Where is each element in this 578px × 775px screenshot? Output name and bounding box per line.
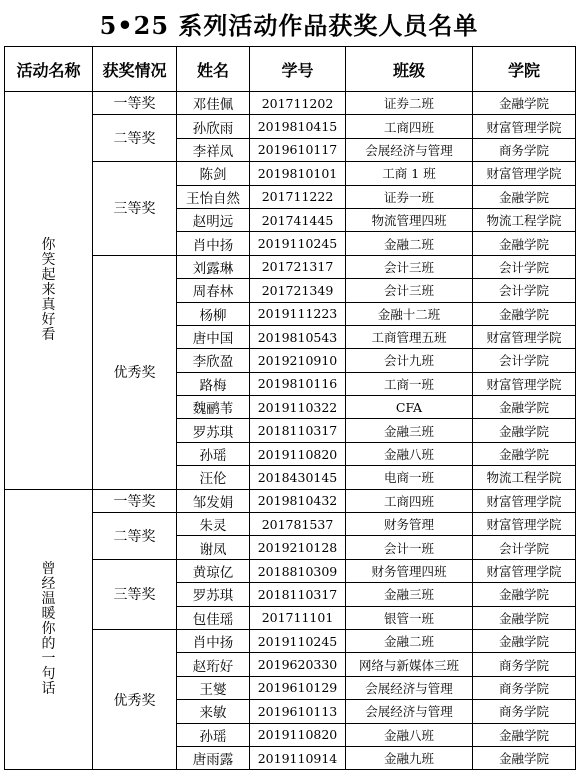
student-id: 2019110245 bbox=[250, 232, 346, 255]
college-name: 金融学院 bbox=[473, 442, 576, 465]
college-name: 金融学院 bbox=[473, 723, 576, 746]
student-name: 朱灵 bbox=[177, 513, 250, 536]
class-name: 工商四班 bbox=[346, 489, 473, 512]
student-id: 2019111223 bbox=[250, 302, 346, 325]
awards-table bbox=[4, 46, 576, 770]
header-activity: 活动名称 bbox=[5, 47, 93, 92]
class-name: 证券二班 bbox=[346, 92, 473, 115]
student-name: 赵明远 bbox=[177, 208, 250, 231]
class-name: 会展经济与管理 bbox=[346, 138, 473, 161]
college-name: 财富管理学院 bbox=[473, 325, 576, 348]
activity-name-cell bbox=[5, 92, 93, 490]
class-name: 财务管理 bbox=[346, 513, 473, 536]
student-name: 赵珩好 bbox=[177, 653, 250, 676]
student-name: 汪伦 bbox=[177, 466, 250, 489]
college-name: 金融学院 bbox=[473, 302, 576, 325]
student-id: 2018110317 bbox=[250, 419, 346, 442]
student-id: 2018810309 bbox=[250, 559, 346, 582]
student-id: 2019210128 bbox=[250, 536, 346, 559]
student-name: 唐雨露 bbox=[177, 746, 250, 769]
college-name: 财富管理学院 bbox=[473, 162, 576, 185]
student-name: 陈剑 bbox=[177, 162, 250, 185]
prize-level: 优秀奖 bbox=[93, 255, 177, 489]
college-name: 财富管理学院 bbox=[473, 115, 576, 138]
student-name: 孙瑶 bbox=[177, 442, 250, 465]
college-name: 商务学院 bbox=[473, 138, 576, 161]
student-id: 2019110245 bbox=[250, 629, 346, 652]
college-name: 财富管理学院 bbox=[473, 489, 576, 512]
activity-name: 你笑起来真好看 bbox=[41, 236, 56, 343]
student-name: 肖中扬 bbox=[177, 629, 250, 652]
class-name: 金融二班 bbox=[346, 629, 473, 652]
student-name: 李祥凤 bbox=[177, 138, 250, 161]
student-id: 201711202 bbox=[250, 92, 346, 115]
class-name: 工商 1 班 bbox=[346, 162, 473, 185]
class-name: 网络与新媒体三班 bbox=[346, 653, 473, 676]
student-id: 201741445 bbox=[250, 208, 346, 231]
prize-level: 二等奖 bbox=[93, 115, 177, 162]
student-name: 杨柳 bbox=[177, 302, 250, 325]
class-name: 金融八班 bbox=[346, 723, 473, 746]
student-id: 2018430145 bbox=[250, 466, 346, 489]
college-name: 财富管理学院 bbox=[473, 513, 576, 536]
class-name: 工商一班 bbox=[346, 372, 473, 395]
activity-name-cell bbox=[5, 489, 93, 770]
activity-name: 曾经温暖你的一句话 bbox=[41, 560, 56, 697]
class-name: 金融三班 bbox=[346, 419, 473, 442]
class-name: CFA bbox=[346, 396, 473, 419]
college-name: 财富管理学院 bbox=[473, 372, 576, 395]
student-id: 2019810116 bbox=[250, 372, 346, 395]
class-name: 电商一班 bbox=[346, 466, 473, 489]
header-name: 姓名 bbox=[177, 47, 250, 92]
college-name: 金融学院 bbox=[473, 629, 576, 652]
class-name: 金融八班 bbox=[346, 442, 473, 465]
college-name: 金融学院 bbox=[473, 746, 576, 769]
student-id: 201711101 bbox=[250, 606, 346, 629]
header-class: 班级 bbox=[346, 47, 473, 92]
student-id: 2019810101 bbox=[250, 162, 346, 185]
class-name: 会展经济与管理 bbox=[346, 700, 473, 723]
student-name: 包佳瑶 bbox=[177, 606, 250, 629]
student-id: 2019210910 bbox=[250, 349, 346, 372]
college-name: 财富管理学院 bbox=[473, 559, 576, 582]
student-id: 2019110914 bbox=[250, 746, 346, 769]
student-name: 唐中国 bbox=[177, 325, 250, 348]
student-id: 2019610129 bbox=[250, 676, 346, 699]
student-id: 201721317 bbox=[250, 255, 346, 278]
student-name: 路梅 bbox=[177, 372, 250, 395]
college-name: 会计学院 bbox=[473, 349, 576, 372]
prize-level: 二等奖 bbox=[93, 513, 177, 560]
student-id: 201711222 bbox=[250, 185, 346, 208]
college-name: 金融学院 bbox=[473, 92, 576, 115]
student-id: 2019810543 bbox=[250, 325, 346, 348]
student-name: 李欣盈 bbox=[177, 349, 250, 372]
college-name: 金融学院 bbox=[473, 583, 576, 606]
prize-level: 一等奖 bbox=[93, 92, 177, 115]
student-name: 王怡自然 bbox=[177, 185, 250, 208]
student-name: 刘露琳 bbox=[177, 255, 250, 278]
student-name: 周春林 bbox=[177, 279, 250, 302]
student-id: 2018110317 bbox=[250, 583, 346, 606]
student-name: 罗苏琪 bbox=[177, 583, 250, 606]
header-row bbox=[5, 47, 576, 92]
college-name: 商务学院 bbox=[473, 653, 576, 676]
student-id: 2019620330 bbox=[250, 653, 346, 676]
class-name: 物流管理四班 bbox=[346, 208, 473, 231]
header-prize: 获奖情况 bbox=[93, 47, 177, 92]
college-name: 物流工程学院 bbox=[473, 208, 576, 231]
college-name: 金融学院 bbox=[473, 185, 576, 208]
class-name: 金融九班 bbox=[346, 746, 473, 769]
student-id: 201721349 bbox=[250, 279, 346, 302]
class-name: 会计九班 bbox=[346, 349, 473, 372]
student-name: 肖中扬 bbox=[177, 232, 250, 255]
class-name: 财务管理四班 bbox=[346, 559, 473, 582]
table-row bbox=[5, 92, 576, 115]
student-id: 2019610117 bbox=[250, 138, 346, 161]
class-name: 会计三班 bbox=[346, 255, 473, 278]
student-name: 来敏 bbox=[177, 700, 250, 723]
table-row bbox=[5, 489, 576, 512]
header-college: 学院 bbox=[473, 47, 576, 92]
student-id: 2019110820 bbox=[250, 723, 346, 746]
page-title: 5•25 系列活动作品获奖人员名单 bbox=[99, 10, 479, 40]
college-name: 金融学院 bbox=[473, 396, 576, 419]
college-name: 会计学院 bbox=[473, 279, 576, 302]
class-name: 金融三班 bbox=[346, 583, 473, 606]
student-name: 王燮 bbox=[177, 676, 250, 699]
class-name: 会展经济与管理 bbox=[346, 676, 473, 699]
class-name: 会计一班 bbox=[346, 536, 473, 559]
student-name: 罗苏琪 bbox=[177, 419, 250, 442]
prize-level: 一等奖 bbox=[93, 489, 177, 512]
student-name: 魏鹂苇 bbox=[177, 396, 250, 419]
student-id: 2019110820 bbox=[250, 442, 346, 465]
college-name: 会计学院 bbox=[473, 536, 576, 559]
student-id: 201781537 bbox=[250, 513, 346, 536]
student-name: 孙瑶 bbox=[177, 723, 250, 746]
student-id: 2019810415 bbox=[250, 115, 346, 138]
prize-level: 优秀奖 bbox=[93, 629, 177, 769]
class-name: 会计三班 bbox=[346, 279, 473, 302]
prize-level: 三等奖 bbox=[93, 559, 177, 629]
student-id: 2019810432 bbox=[250, 489, 346, 512]
prize-level: 三等奖 bbox=[93, 162, 177, 256]
college-name: 金融学院 bbox=[473, 232, 576, 255]
college-name: 会计学院 bbox=[473, 255, 576, 278]
awards-body bbox=[5, 92, 576, 770]
class-name: 工商管理五班 bbox=[346, 325, 473, 348]
student-name: 谢凤 bbox=[177, 536, 250, 559]
class-name: 金融二班 bbox=[346, 232, 473, 255]
college-name: 金融学院 bbox=[473, 419, 576, 442]
student-name: 孙欣雨 bbox=[177, 115, 250, 138]
college-name: 商务学院 bbox=[473, 700, 576, 723]
student-id: 2019610113 bbox=[250, 700, 346, 723]
college-name: 物流工程学院 bbox=[473, 466, 576, 489]
college-name: 商务学院 bbox=[473, 676, 576, 699]
class-name: 银管一班 bbox=[346, 606, 473, 629]
college-name: 金融学院 bbox=[473, 606, 576, 629]
student-name: 黄琼亿 bbox=[177, 559, 250, 582]
class-name: 金融十二班 bbox=[346, 302, 473, 325]
class-name: 工商四班 bbox=[346, 115, 473, 138]
class-name: 证券一班 bbox=[346, 185, 473, 208]
header-student-id: 学号 bbox=[250, 47, 346, 92]
student-name: 邓佳佩 bbox=[177, 92, 250, 115]
student-name: 邹发娟 bbox=[177, 489, 250, 512]
student-id: 2019110322 bbox=[250, 396, 346, 419]
